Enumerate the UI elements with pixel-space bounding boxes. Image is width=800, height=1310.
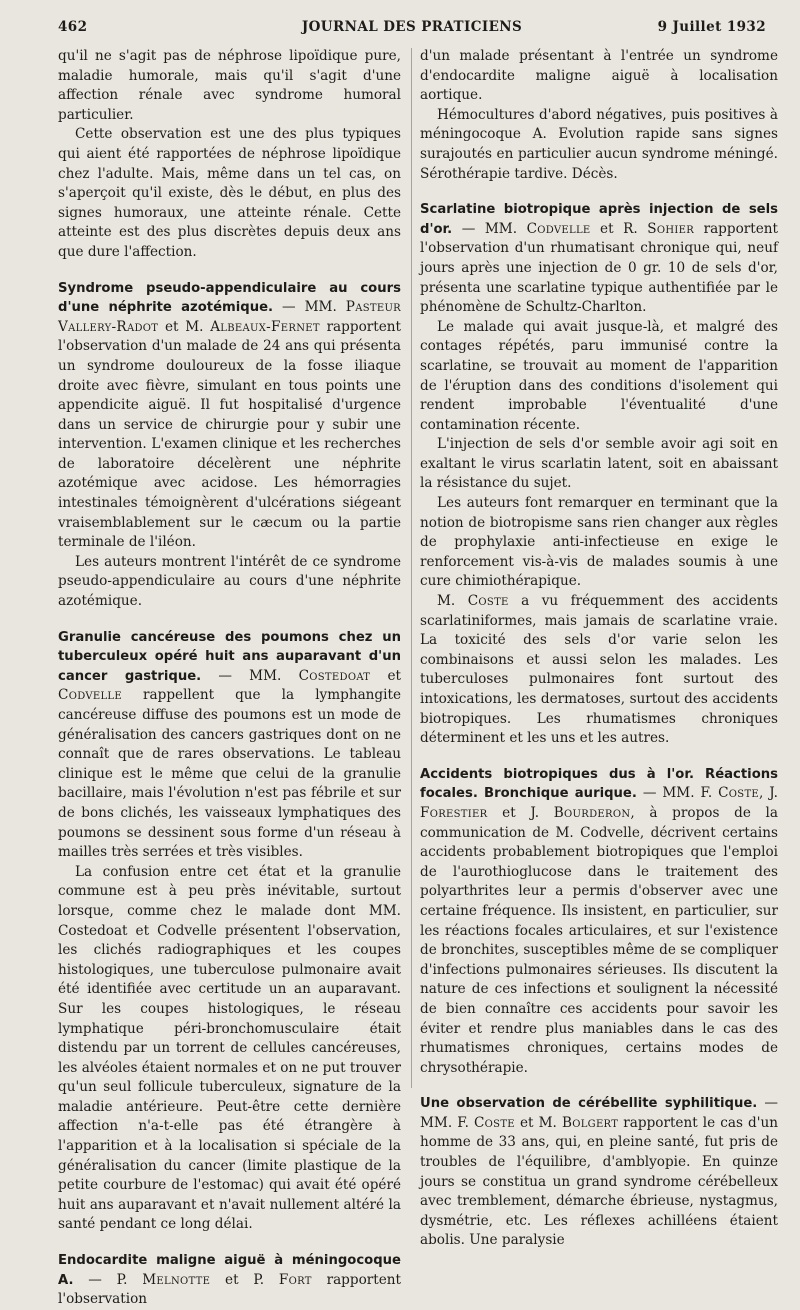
author-name: Coste (473, 1114, 515, 1131)
text-run: et P. (210, 1271, 279, 1288)
article-body: rappellent que la lymphangite cancéreuse diffuse des poumons est un mode de généralisation des cancers gastriques dont on ne connaît que de rares observations. Le tableau clinique est le même que celui de la granulie bacillaire, mais l'évolution n'est pas fébrile et sur de bons clichés, les vaisseaux lymphatiques des poumons se dessinent sous forme d'un réseau à mailles très serrées et très visibles. (58, 687, 401, 861)
page-header (58, 19, 766, 39)
right-column (420, 47, 779, 1249)
author-name: Pasteur Vallery-Radot (58, 299, 401, 335)
article-title: Endocardite maligne aiguë à méningocoque A. (58, 1253, 401, 1288)
article-granulie-cancereuse (58, 628, 401, 863)
text-run: a vu fréquemment des accidents scarlatiniformes, mais jamais de scarlatine vraie. La toxicité des sels d'or varie selon les combinaisons et aussi selon les malades. Les tuberculoses pulmonaires font surtout des intoxications, les dermatoses, surtout des accidents biotropiques. Les rhumatismes chroniques déterminent et les uns et les autres. (420, 593, 779, 747)
paragraph: Les auteurs montrent l'intérêt de ce syndrome pseudo-appendiculaire au cours d'une néphrite azotémique. (58, 553, 401, 610)
text-run: M. (437, 593, 468, 610)
author-name: Fort (278, 1271, 312, 1288)
author-name: Albeaux-Fernet (210, 318, 320, 335)
text-run: et J. (487, 804, 554, 821)
paragraph: Les auteurs font remarquer en terminant que la notion de biotropisme sans rien changer aux règles de prophylaxie anti-infectieuse en exige le renforcement vis-à-vis de malades soumis à une cure chimiothérapique. (420, 495, 778, 590)
author-name: Sohier (647, 220, 695, 237)
article-body: rapportent l'observation d'un rhumatisant chronique qui, neuf jours après une injection de 0 gr. 10 de sels d'or, présenta une scarlatine typique authentifiée par le phénomène de Schultz-Charlton. (420, 220, 778, 316)
issue-date: 9 Juillet 1932 (657, 19, 766, 35)
text-run: et (370, 667, 401, 684)
article-body: rapportent l'observation d'un malade de 24 ans qui présenta un syndrome douloureux de la fosse iliaque droite avec fièvre, simulant en tous points une appendicite aiguë. Il fut hospitalisé d'urgence dans un service de chirurgie pour y subir une intervention. L'examen clinique et les recherches de laboratoire décelèrent une néphrite azotémique avec acidose. Les hémorragies intestinales témoignèrent d'ulcérations siégeant vraisemblablement sur le cæcum ou la partie terminale de l'iléon. (58, 318, 401, 551)
article-title: Accidents biotropiques dus à l'or. Réactions focales. Bronchique aurique. (420, 766, 778, 802)
text-run: — MM. F. (420, 1095, 779, 1131)
text-run: — MM. (201, 667, 299, 684)
article-title: Une observation de cérébellite syphilitique. (420, 1096, 758, 1112)
article-body: , à propos de la communication de M. Codvelle, décrivent certains accidents probablement biotropiques que l'emploi de l'aurothioglucose dans le traitement des polyarthrites leur a permis d'observer avec une certaine fréquence. Ils insistent, en particulier, sur les réactions focales articulaires, et sur l'existence de bronchites, susceptibles même de se compliquer d'infections pulmonaires sérieuses. Ils discutent la nature de ces infections et soulignent la nécessité de bien connaître ces accidents pour savoir les éviter et rendre plus maniables dans le cas des rhumatismes chroniques, certains modes de chrysothérapie. (420, 804, 779, 1076)
paragraph: L'injection de sels d'or semble avoir agi soit en exaltant le virus scarlatin latent, soit en abaissant la résistance du sujet. (420, 436, 778, 492)
text-run: et M. (514, 1114, 562, 1131)
left-column (58, 47, 401, 1308)
journal-title: JOURNAL DES PRATICIENS (301, 19, 523, 35)
article-title: Granulie cancéreuse des poumons chez un tuberculeux opéré huit ans auparavant d'un cancer gastrique. (58, 629, 401, 684)
author-name: Coste (467, 593, 509, 610)
article-body: rapportent le cas d'un homme de 33 ans, qui, en pleine santé, fut pris de troubles de l'équilibre, d'amblyopie. En quinze jours se constitua un grand syndrome cérébelleux avec tremblement, démarche ébrieuse, nystagmus, dysmétrie, etc. Les réflexes achilléens étaient abolis. Une paralysie (420, 1114, 779, 1249)
article-title: Syndrome pseudo-appendiculaire au cours d'une néphrite azotémique. (58, 280, 401, 316)
page-number: 462 (58, 19, 88, 35)
text-run: — MM. F. (636, 785, 719, 802)
article-endocardite-maligne (58, 1251, 401, 1310)
author-name: Forestier (420, 804, 488, 821)
author-name: Codvelle (526, 220, 591, 237)
text-run: — MM. (452, 220, 527, 237)
author-name: Bolgert (561, 1114, 619, 1131)
paragraph: d'un malade présentant à l'entrée un syndrome d'endocardite maligne aiguë à localisation aortique. (420, 48, 778, 104)
article-body: rapportent l'observation (58, 1271, 401, 1308)
text-run: et R. (590, 220, 648, 237)
paragraph: Hémocultures d'abord négatives, puis positives à méningocoque A. Evolution rapide sans signes surajoutés en particulier aucun syndrome méningé. Sérothérapie tardive. Décès. (420, 106, 778, 182)
column-divider (411, 48, 412, 1088)
author-name: Codvelle (58, 687, 122, 704)
paragraph: qu'il ne s'agit pas de néphrose lipoïdique pure, maladie humorale, mais qu'il s'agit d'une affection rénale avec syndrome humoral particulier. (58, 48, 401, 123)
text-run: — MM. (273, 299, 346, 316)
article-syndrome-pseudo-appendiculaire (58, 279, 401, 553)
text-run: et M. (158, 318, 211, 335)
paragraph: Le malade qui avait jusque-là, et malgré des contages répétés, paru immunisé contre la scarlatine, se trouvait au moment de l'apparition de l'éruption dans des conditions d'isolement qui rendent improbable l'éventualité d'une contamination récente. (420, 318, 778, 433)
article-title: Scarlatine biotropique après injection de sels d'or. (420, 202, 778, 237)
paragraph: La confusion entre cet état et la granulie commune est à peu près inévitable, surtout lorsque, comme chez le malade dont MM. Costedoat et Codvelle présentent l'observation, les clichés radiographiques et les coupes histologiques, une tuberculose pulmonaire avait été identifiée avec certitude un an auparavant. Sur les coupes histologiques, le réseau lymphatique péri-bronchomusculaire était distendu par un torrent de cellules cancéreuses, les alvéoles étaient normales et on ne put trouver qu'un seul follicule tuberculeux, signature de la maladie antérieure. Peut-être cette dernière affection n'a-t-elle pas été étrangère à l'apparition et à la localisation si spéciale de la généralisation du cancer (limite plastique de la petite courbure de l'estomac) qui avait été opéré huit ans auparavant et n'avait nullement altéré la santé pendant ce long délai. (58, 863, 401, 1233)
text-run: — P. (73, 1271, 143, 1288)
text-run: , J. (759, 785, 779, 802)
article-cerebellite-syphilitique (420, 1094, 778, 1251)
author-name: Costedoat (298, 667, 371, 684)
author-name: Melnotte (142, 1271, 211, 1288)
author-name: Bourderon (553, 804, 631, 821)
article-scarlatine-biotropique (420, 200, 778, 318)
paragraph: Cette observation est une des plus typiques qui aient été rapportées de néphrose lipoïdique chez l'adulte. Mais, même dans un tel cas, on s'aperçoit qu'il existe, dès le début, en plus des signes humoraux, une atteinte rénale. Cette atteinte est des plus discrètes depuis deux ans que dure l'affection. (58, 126, 401, 260)
paragraph (420, 592, 778, 749)
article-accidents-biotropiques (420, 765, 778, 1079)
author-name: Coste (718, 785, 760, 802)
